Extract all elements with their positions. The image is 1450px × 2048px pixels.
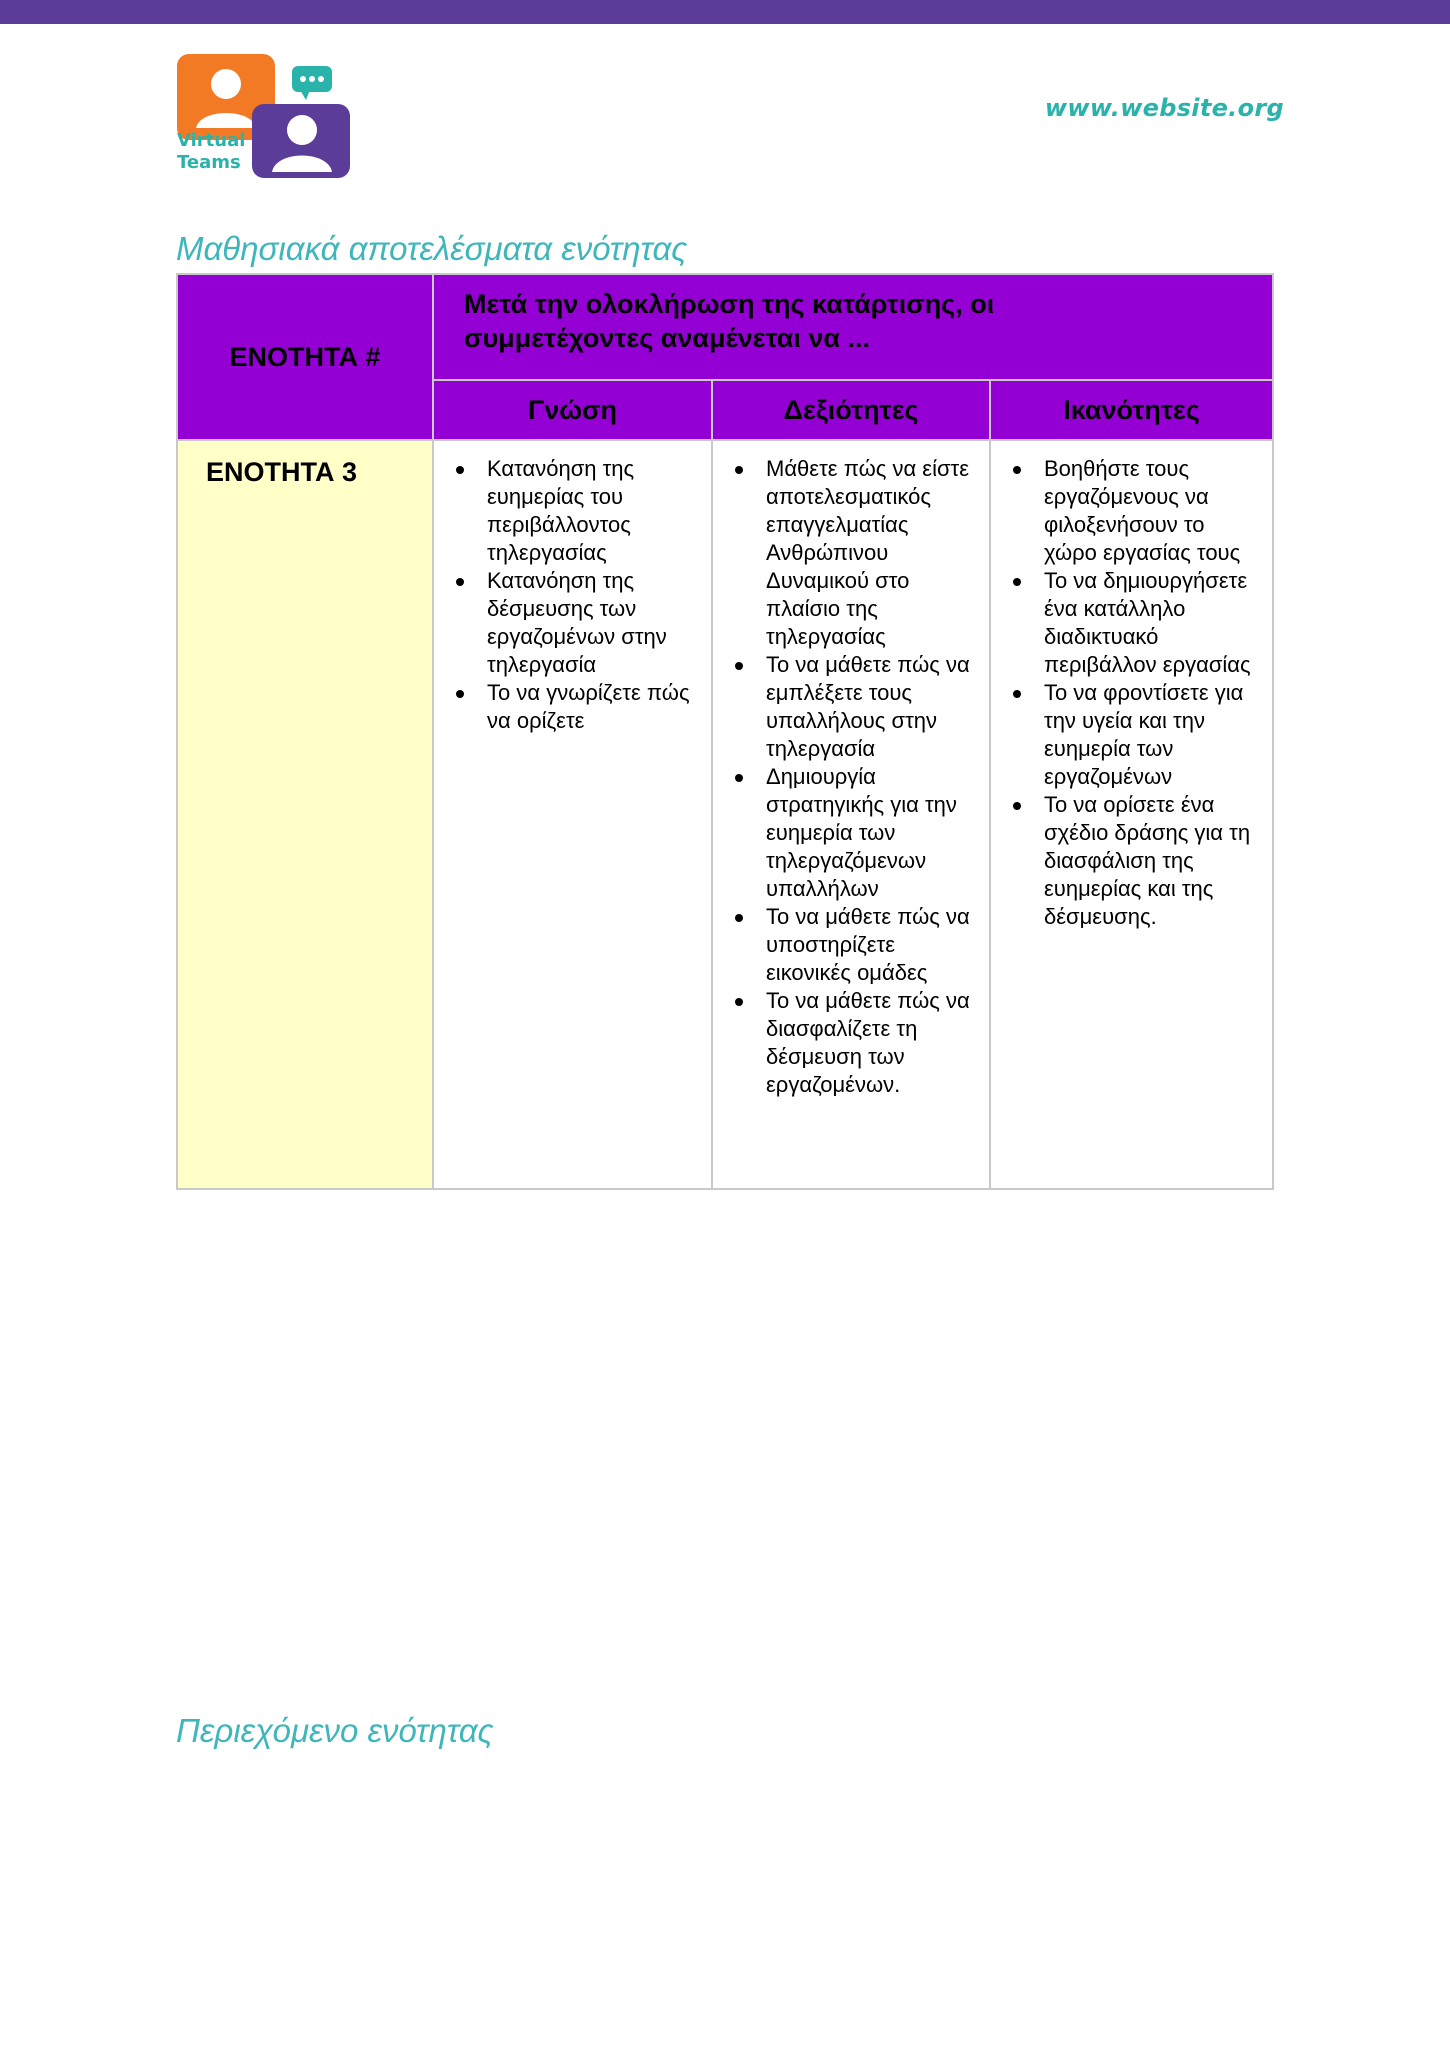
skills-cell bbox=[712, 440, 990, 1189]
person-purple-icon bbox=[252, 104, 350, 178]
knowledge-list bbox=[456, 455, 699, 735]
knowledge-cell bbox=[433, 440, 712, 1189]
list-item: Μάθετε πώς να είστε αποτελεσματικός επαγγελματίας Ανθρώπινου Δυναμικού στο πλαίσιο της τηλεργασίας bbox=[735, 455, 977, 651]
list-item: Το να μάθετε πώς να εμπλέξετε τους υπαλλήλους στην τηλεργασία bbox=[735, 651, 977, 763]
intro-header-cell bbox=[433, 274, 1273, 380]
list-item: Κατανόηση της ευημερίας του περιβάλλοντος τηλεργασίας bbox=[456, 455, 699, 567]
list-item: Βοηθήστε τους εργαζόμενους να φιλοξενήσουν το χώρο εργασίας τους bbox=[1013, 455, 1260, 567]
list-item: Το να γνωρίζετε πώς να ορίζετε bbox=[456, 679, 699, 735]
logo-wordmark bbox=[177, 130, 245, 174]
list-item: Το να μάθετε πώς να υποστηρίζετε εικονικές ομάδες bbox=[735, 903, 977, 987]
skills-list bbox=[735, 455, 977, 1099]
list-item: Το να ορίσετε ένα σχέδιο δράσης για τη διασφάλιση της ευημερίας και της δέσμευσης. bbox=[1013, 791, 1260, 931]
column-header-knowledge: Γνώση bbox=[433, 380, 712, 440]
chat-bubble-icon bbox=[292, 66, 332, 100]
column-header-competences: Ικανότητες bbox=[990, 380, 1273, 440]
learning-outcomes-table bbox=[176, 273, 1274, 1190]
unit-content-heading: Περιεχόμενο ενότητας bbox=[176, 1712, 494, 1749]
learning-outcomes-heading: Μαθησιακά αποτελέσματα ενότητας bbox=[176, 230, 688, 267]
list-item: Κατανόηση της δέσμευσης των εργαζομένων στην τηλεργασία bbox=[456, 567, 699, 679]
competences-cell bbox=[990, 440, 1273, 1189]
unit-label-cell: ΕΝΟΤΗΤΑ 3 bbox=[177, 440, 433, 1189]
website-link[interactable]: www.website.org bbox=[1044, 94, 1284, 122]
column-header-skills: Δεξιότητες bbox=[712, 380, 990, 440]
logo-text-line1: Virtual bbox=[177, 130, 246, 151]
unit-header-cell: ΕΝΟΤΗΤΑ # bbox=[177, 274, 433, 440]
list-item: Το να δημιουργήσετε ένα κατάλληλο διαδικτυακό περιβάλλον εργασίας bbox=[1013, 567, 1260, 679]
intro-line-1: Μετά την ολοκλήρωση της κατάρτισης, οι bbox=[464, 289, 995, 319]
competences-list bbox=[1013, 455, 1260, 931]
intro-line-2: συμμετέχοντες αναμένεται να ... bbox=[464, 323, 871, 353]
list-item: Δημιουργία στρατηγικής για την ευημερία των τηλεργαζόμενων υπαλλήλων bbox=[735, 763, 977, 903]
list-item: Το να μάθετε πώς να διασφαλίζετε τη δέσμευση των εργαζομένων. bbox=[735, 987, 977, 1099]
logo-text-line2: Teams bbox=[177, 152, 241, 173]
top-color-band bbox=[0, 0, 1450, 24]
list-item: Το να φροντίσετε για την υγεία και την ευημερία των εργαζομένων bbox=[1013, 679, 1260, 791]
